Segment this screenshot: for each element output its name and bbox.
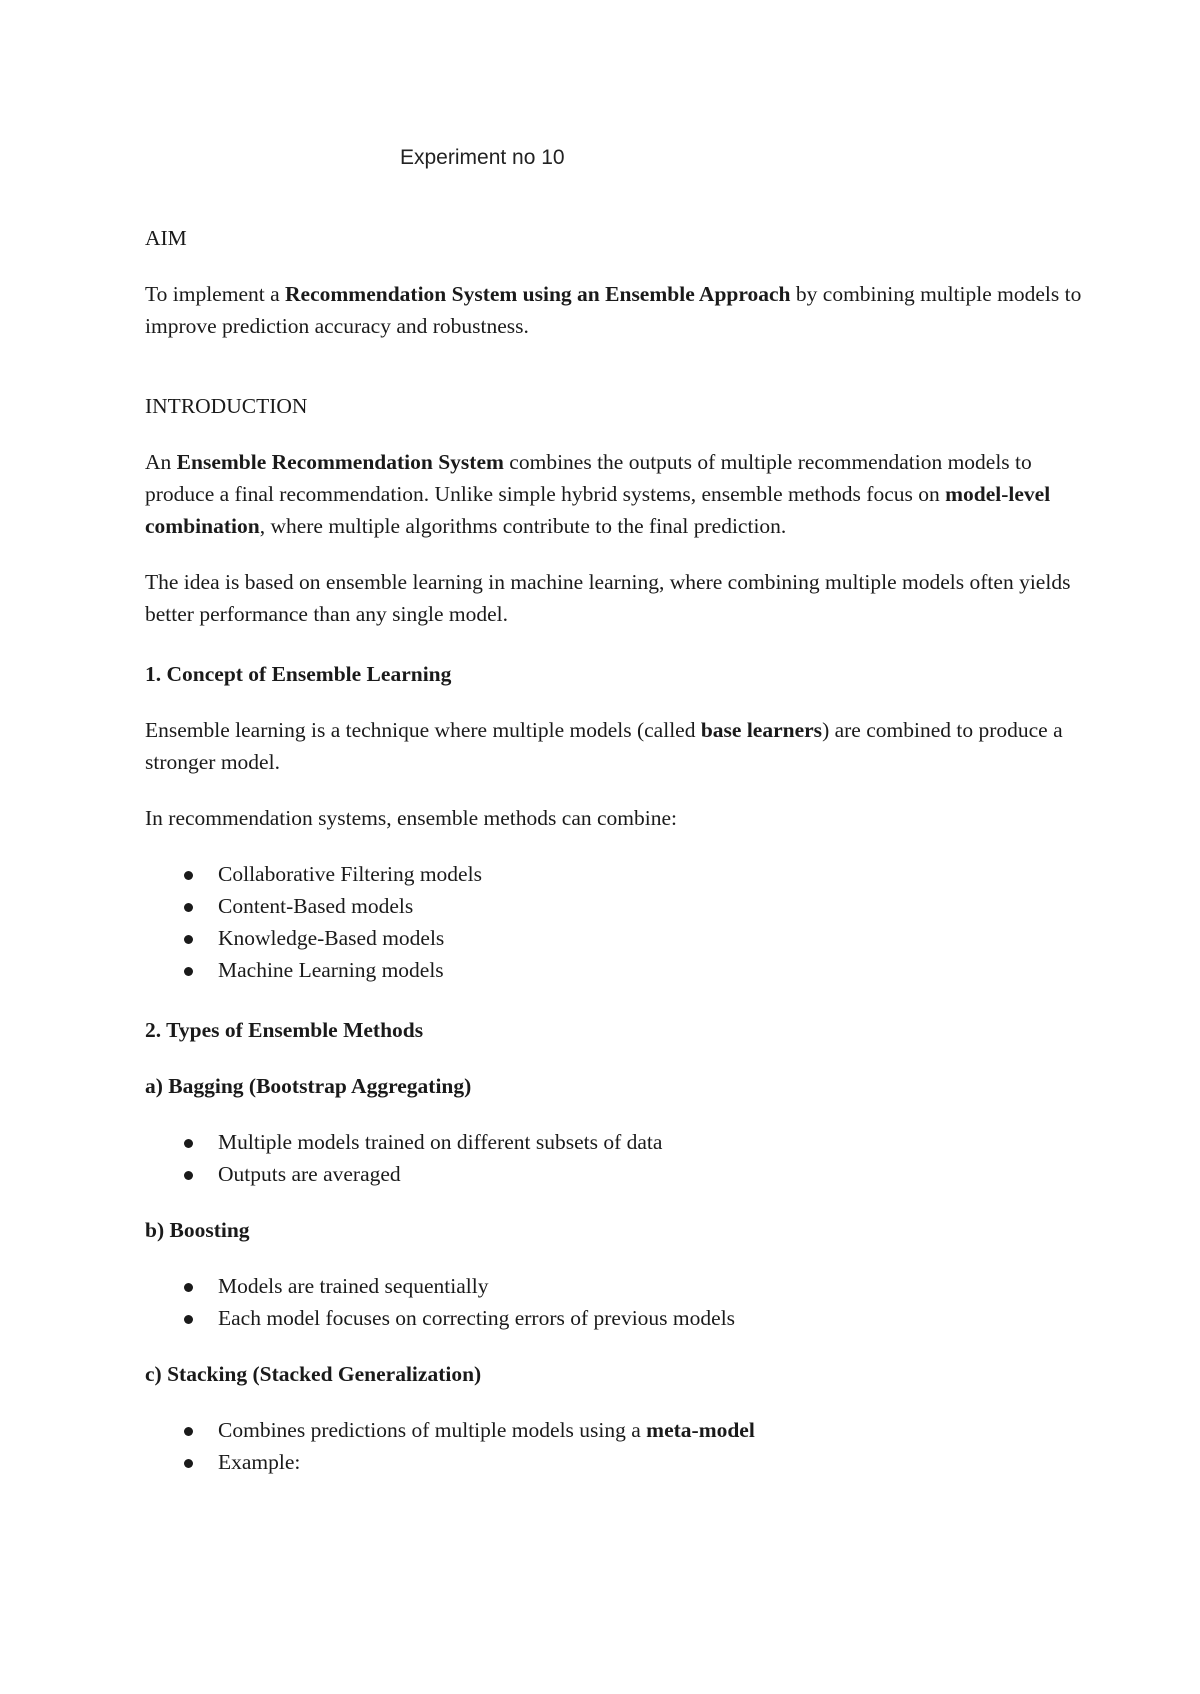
list-item: Multiple models trained on different subsets of data [218,1126,1085,1158]
bagging-heading: a) Bagging (Bootstrap Aggregating) [145,1074,472,1098]
list-item: Knowledge-Based models [218,922,1085,954]
boosting-heading: b) Boosting [145,1218,250,1242]
list-item: Models are trained sequentially [218,1270,1085,1302]
stacking-list [145,1414,1085,1478]
section-1-heading: 1. Concept of Ensemble Learning [145,662,452,686]
list-item: Collaborative Filtering models [218,858,1085,890]
list-item: Outputs are averaged [218,1158,1085,1190]
intro-paragraph-2: The idea is based on ensemble learning in machine learning, where combining multiple models often yields better performance than any single model. [145,570,1071,626]
boosting-list [145,1270,1085,1334]
aim-heading: AIM [145,226,187,250]
section-2-heading: 2. Types of Ensemble Methods [145,1018,424,1042]
aim-bold-term: Recommendation System using an Ensemble Approach [285,282,791,306]
list-item: Example: [218,1446,1085,1478]
list-item: Content-Based models [218,890,1085,922]
aim-paragraph: To implement a Recommendation System using an Ensemble Approach by combining multiple models to improve prediction accuracy and robustness. [145,282,1082,338]
bagging-list [145,1126,1085,1190]
intro-paragraph-1: An Ensemble Recommendation System combines the outputs of multiple recommendation models to produce a final recommendation. Unlike simple hybrid systems, ensemble methods focus on model-level combination, where multiple algorithms contribute to the final prediction. [145,450,1051,538]
section-1-list [145,858,1085,986]
document-title: Experiment no 10 [400,146,565,169]
list-item: Each model focuses on correcting errors of previous models [218,1302,1085,1334]
document-body [145,222,1085,1478]
section-1-paragraph-2: In recommendation systems, ensemble methods can combine: [145,806,677,830]
stacking-heading: c) Stacking (Stacked Generalization) [145,1362,482,1386]
section-1-paragraph-1: Ensemble learning is a technique where multiple models (called base learners) are combined to produce a stronger model. [145,718,1063,774]
intro-heading: INTRODUCTION [145,394,308,418]
list-item: Machine Learning models [218,954,1085,986]
list-item: Combines predictions of multiple models using a meta-model [218,1414,1085,1446]
